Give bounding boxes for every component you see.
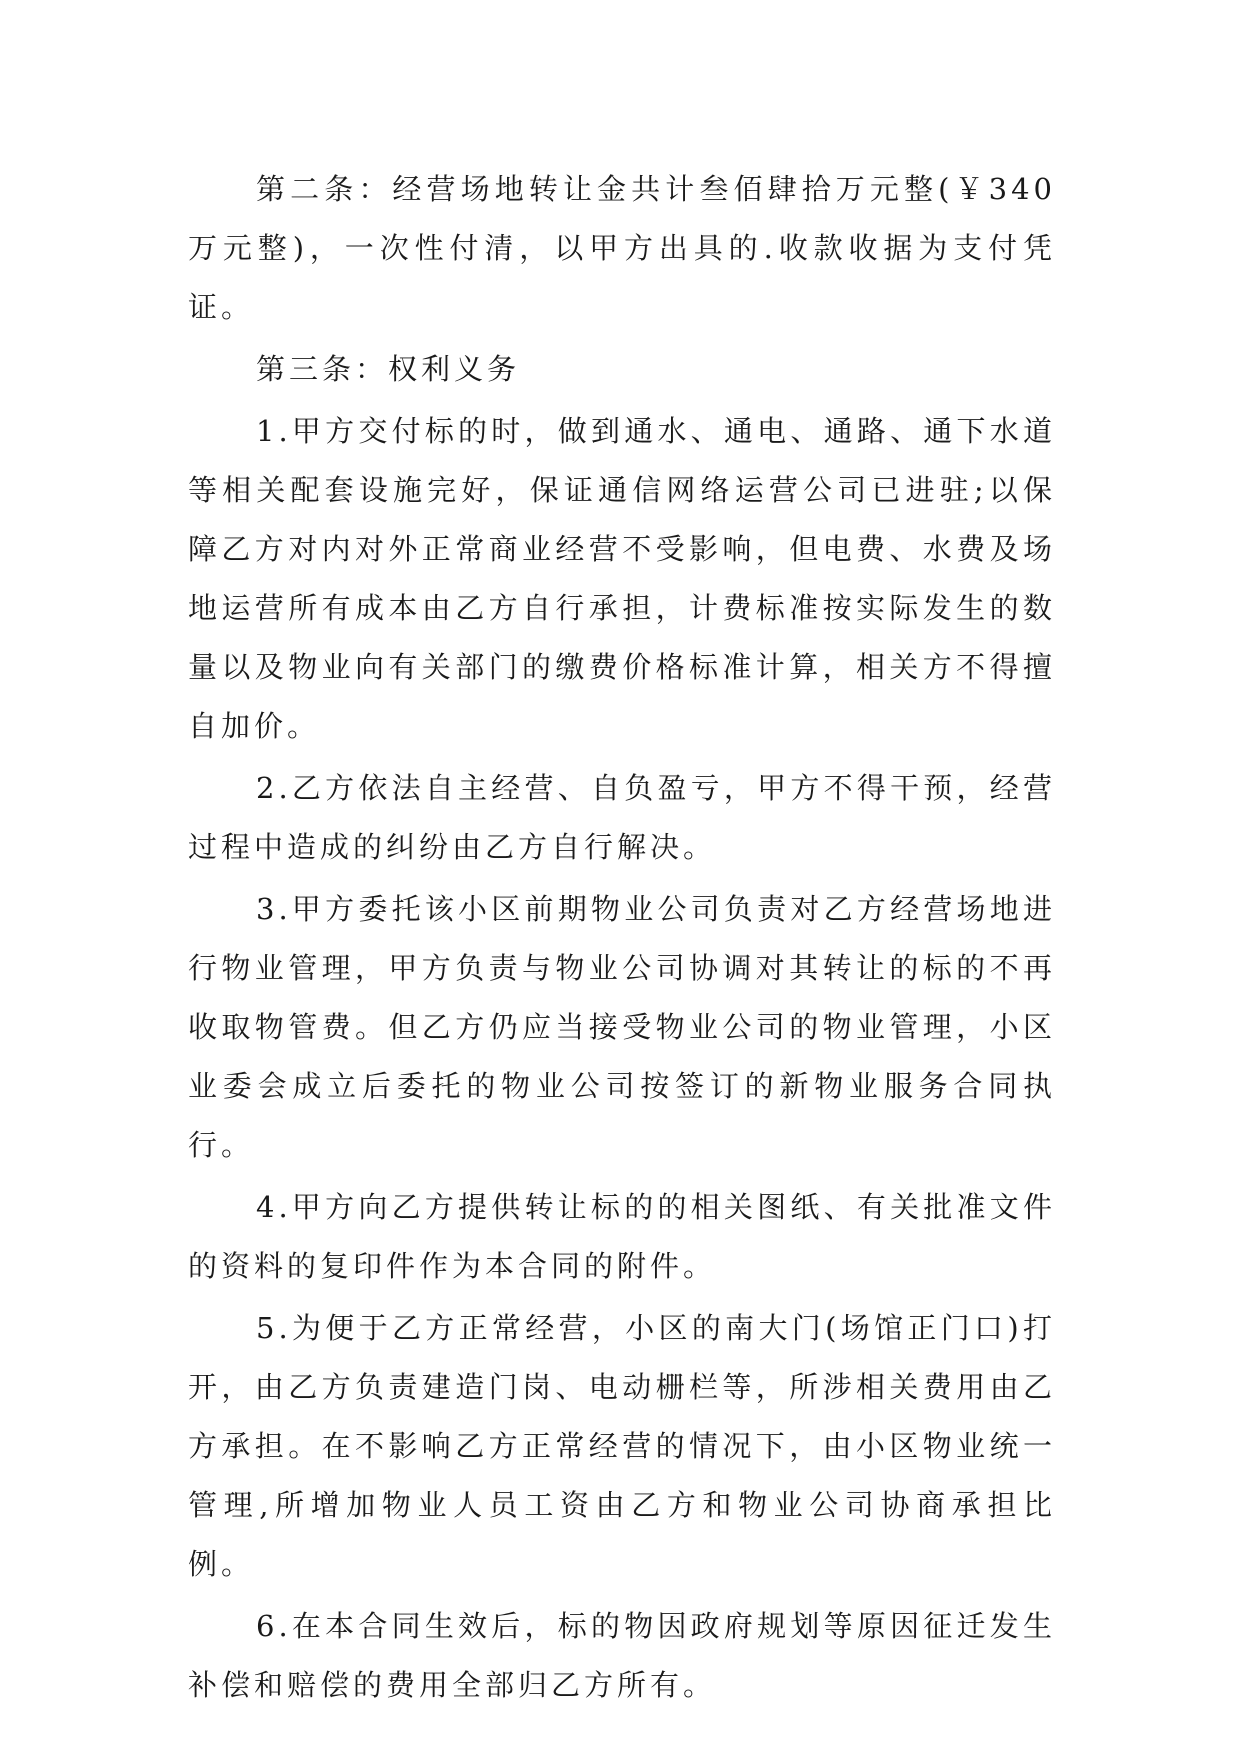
paragraph-article-3-heading: 第三条：权利义务 [256,352,521,386]
paragraph-article-2: 第二条：经营场地转让金共计叁佰肆拾万元整(￥340万元整)，一次性付清，以甲方出具的.收款收据为支付凭证。 [188,172,1056,324]
paragraph-clause-2: 2.乙方依法自主经营、自负盈亏，甲方不得干预，经营过程中造成的纠纷由乙方自行解决。 [188,771,1056,864]
paragraph-clause-6: 6.在本合同生效后，标的物因政府规划等原因征迁发生补偿和赔偿的费用全部归乙方所有。 [188,1609,1056,1702]
paragraph-clause-5: 5.为便于乙方正常经营，小区的南大门(场馆正门口)打开，由乙方负责建造门岗、电动栅栏等，所涉相关费用由乙方承担。在不影响乙方正常经营的情况下，由小区物业统一管理,所增加物业人员工资由乙方和物业公司协商承担比例。 [188,1311,1056,1581]
paragraph-clause-1: 1.甲方交付标的时，做到通水、通电、通路、通下水道等相关配套设施完好，保证通信网络运营公司已进驻;以保障乙方对内对外正常商业经营不受影响，但电费、水费及场地运营所有成本由乙方自行承担，计费标准按实际发生的数量以及物业向有关部门的缴费价格标准计算，相关方不得擅自加价。 [188,414,1056,743]
document-body [188,160,1056,1718]
paragraph-clause-3: 3.甲方委托该小区前期物业公司负责对乙方经营场地进行物业管理，甲方负责与物业公司协调对其转让的标的不再收取物管费。但乙方仍应当接受物业公司的物业管理，小区业委会成立后委托的物业公司按签订的新物业服务合同执行。 [188,892,1056,1162]
paragraph-clause-4: 4.甲方向乙方提供转让标的的相关图纸、有关批准文件的资料的复印件作为本合同的附件。 [188,1190,1056,1283]
